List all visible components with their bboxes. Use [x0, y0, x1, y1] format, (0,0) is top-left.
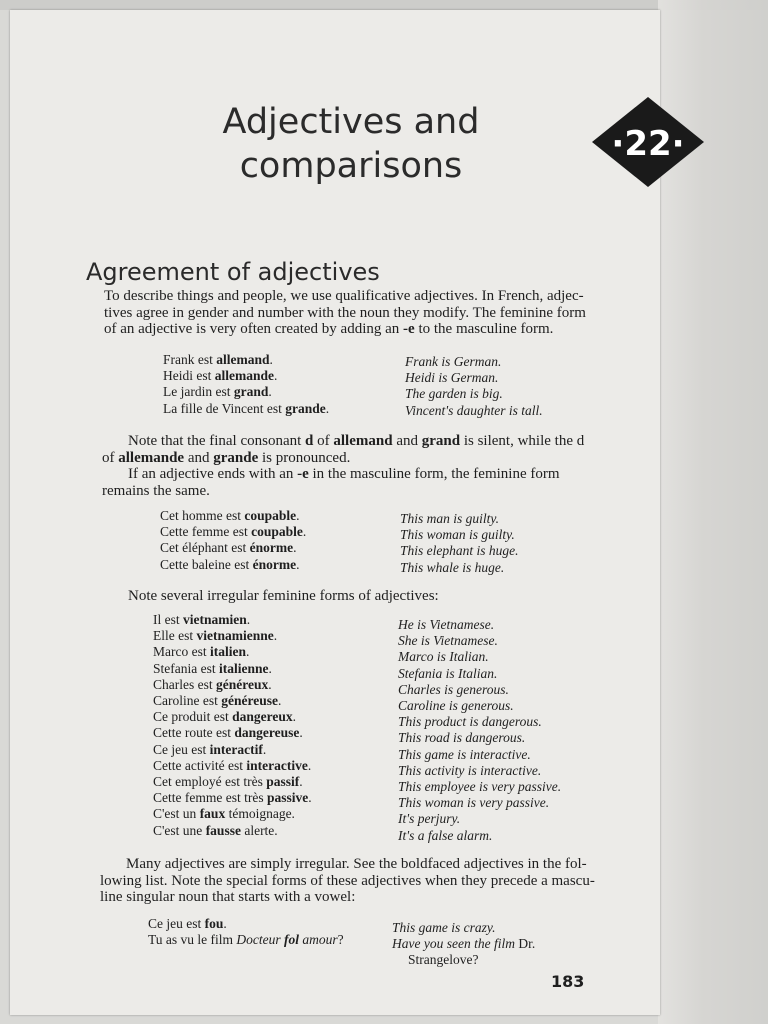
section-heading: Agreement of adjectives [86, 258, 380, 286]
example-french-line [153, 758, 312, 774]
chapter-title [206, 100, 496, 188]
text: témoignage. [225, 806, 295, 822]
example-english-line: Marco is Italian. [398, 649, 489, 665]
text: . [273, 628, 278, 644]
bold-adjective: généreuse [221, 693, 278, 709]
text: of [313, 433, 334, 449]
chapter-title-line-1: Adjectives and [222, 102, 480, 142]
examples-4-english [392, 920, 535, 969]
bold-adjective: dangereux [232, 709, 293, 725]
examples-1-english [405, 354, 543, 419]
text: . [269, 352, 273, 367]
text: ? [337, 932, 344, 948]
bold-term: -e [297, 466, 309, 482]
text: . [223, 916, 227, 931]
bold-term: grand [421, 433, 461, 449]
text: C'est une [153, 822, 206, 838]
text: . [299, 725, 303, 741]
example-english-line: She is Vietnamese. [398, 633, 498, 649]
text: Frank est [163, 352, 217, 367]
text: Cette activité est [153, 757, 247, 773]
italic-text: Docteur [236, 932, 285, 948]
example-french-line [153, 806, 312, 822]
italic-text: amour [299, 932, 338, 948]
text: . [277, 693, 282, 709]
text: Cette baleine est [160, 556, 253, 572]
example-french-line [163, 368, 329, 384]
bold-term: grande [213, 449, 259, 466]
example-english-line: This employee is very passive. [398, 779, 562, 795]
bold-adjective: interactif [209, 741, 263, 757]
text: is silent, while the d [460, 433, 585, 449]
text: lowing list. Note the special forms of these adjectives when they precede a mascu- [100, 872, 595, 889]
example-french-line [153, 677, 312, 693]
example-line: This game is crazy. [392, 920, 496, 935]
bold-adjective: allemand [216, 352, 270, 367]
text: and [184, 449, 214, 466]
text: . [302, 524, 307, 540]
example-english-line: This road is dangerous. [398, 730, 526, 746]
text: Caroline est [153, 693, 222, 709]
example-french-line [153, 644, 312, 660]
text: . [262, 741, 267, 757]
text: Marco est [153, 644, 210, 660]
text: alerte. [240, 822, 278, 838]
text: Elle est [153, 628, 197, 644]
paragraph-intro-line: of an adjective is very often created by adding an [104, 321, 404, 337]
text: Cet homme est [160, 508, 245, 523]
example-french-line [153, 709, 312, 725]
examples-2-french [160, 508, 306, 573]
example-line [392, 936, 535, 952]
text: Ce produit est [153, 709, 233, 725]
example-french-line [153, 725, 312, 741]
example-french-line [153, 790, 312, 806]
example-french-line [160, 557, 306, 573]
text: . [268, 660, 272, 676]
text: . [296, 508, 300, 523]
example-french-line [160, 540, 306, 556]
text: . [245, 644, 250, 660]
example-french-line [163, 384, 329, 400]
examples-3-french [153, 612, 312, 839]
examples-3-english [398, 617, 561, 844]
example-english-line: He is Vietnamese. [398, 617, 495, 632]
example-english-line: It's a false alarm. [398, 827, 493, 843]
text: and [392, 433, 422, 449]
text: . [307, 757, 312, 773]
example-english-line: Heidi is German. [405, 370, 499, 386]
text: Many adjectives are simply irregular. See the boldfaced adjectives in the fol- [126, 856, 587, 872]
examples-4-french [148, 916, 344, 948]
example-english-line: Stefania is Italian. [398, 665, 498, 681]
example-line: Strangelove? [408, 952, 479, 968]
example-english-line: This man is guilty. [400, 511, 500, 526]
text: Ce jeu est [148, 916, 205, 931]
example-english-line: Frank is German. [405, 354, 502, 369]
text: Heidi est [163, 368, 215, 384]
text: Il est [153, 612, 183, 627]
example-french-line [163, 401, 329, 417]
text: . [299, 774, 303, 790]
page-top-shadow [0, 0, 768, 10]
text: Cet employé est très [153, 774, 267, 790]
bold-adjective: grand [233, 384, 269, 400]
text: Cette femme est très [153, 790, 267, 806]
text: . [268, 676, 272, 692]
text: . [246, 612, 251, 627]
bold-adjective: coupable [251, 524, 303, 540]
suffix-e: -e [403, 321, 415, 337]
text: . [293, 540, 297, 556]
example-english-line: This woman is very passive. [398, 795, 550, 811]
example-french-line [160, 524, 306, 540]
text: . [296, 556, 300, 572]
paragraph-intro-line: to the masculine form. [414, 321, 554, 337]
examples-1-french [163, 352, 329, 417]
example-english-line: Vincent's daughter is tall. [405, 402, 543, 418]
bold-term: fou [204, 916, 224, 931]
bold-term: fol [284, 932, 300, 948]
example-english-line: It's perjury. [398, 811, 461, 827]
paragraph-intro-line: tives agree in gender and number with the noun they modify. The feminine form [104, 304, 586, 321]
text: is pronounced. [258, 449, 351, 466]
bold-adjective: italien [209, 644, 246, 660]
bold-adjective: coupable [244, 508, 297, 523]
bold-adjective: généreux [216, 676, 269, 692]
bold-term: allemande [118, 449, 185, 466]
example-english-line: This game is interactive. [398, 746, 531, 762]
example-line [148, 932, 344, 948]
example-english-line: This product is dangerous. [398, 714, 542, 730]
bold-adjective: fausse [205, 822, 241, 838]
bold-adjective: énorme [249, 540, 294, 556]
text: in the masculine form, the feminine form [308, 466, 560, 482]
bold-adjective: vietnamienne [196, 628, 274, 644]
example-english-line: This woman is guilty. [400, 527, 515, 543]
text: Note that the final consonant [128, 433, 306, 449]
example-french-line [153, 693, 312, 709]
chapter-title-line-2: comparisons [239, 146, 463, 186]
example-french-line [153, 774, 312, 790]
example-french-line [153, 612, 312, 628]
example-english-line: This whale is huge. [400, 559, 505, 575]
text: Le jardin est [163, 384, 234, 400]
example-english-line: Charles is generous. [398, 681, 509, 697]
text: Have you seen the film [392, 936, 515, 952]
example-french-line [153, 628, 312, 644]
example-english-line: Caroline is generous. [398, 698, 514, 714]
diamond-badge-icon [590, 95, 706, 189]
text: Cette femme est [160, 524, 252, 540]
text: . [292, 709, 297, 725]
bold-adjective: faux [199, 806, 226, 822]
text: Charles est [153, 676, 216, 692]
paragraph-irregular-feminine: Note several irregular feminine forms of adjectives: [128, 588, 439, 604]
bold-adjective: passive [266, 790, 309, 806]
text: Cet éléphant est [160, 540, 250, 556]
book-page [10, 10, 660, 1015]
text: Dr. [514, 936, 536, 952]
text: remains the same. [102, 482, 210, 499]
page-number: 183 [551, 972, 585, 991]
paragraph-irregular-adjectives [100, 856, 630, 906]
text: Stefania est [153, 660, 219, 676]
text: . [268, 384, 272, 400]
text: of [102, 449, 119, 466]
examples-2-english [400, 511, 519, 576]
bold-adjective: grande [285, 400, 326, 416]
bold-adjective: dangereuse [234, 725, 300, 741]
text: . [325, 400, 330, 416]
example-line [148, 916, 344, 932]
example-english-line: This elephant is huge. [400, 543, 519, 559]
text: Tu as vu le film [148, 932, 237, 948]
chapter-number-badge [590, 95, 706, 189]
paragraph-note-consonant [102, 433, 622, 499]
example-french-line [153, 661, 312, 677]
example-english-line: The garden is big. [405, 386, 503, 402]
example-french-line [160, 508, 306, 524]
text: . [274, 368, 278, 384]
bold-term: allemand [333, 433, 393, 449]
bold-adjective: allemande [214, 368, 274, 384]
text: . [308, 790, 312, 806]
paragraph-intro [104, 288, 604, 338]
example-french-line [153, 742, 312, 758]
chapter-number: ·22· [611, 124, 685, 164]
paragraph-intro-line: To describe things and people, we use qualificative adjectives. In French, adjec- [104, 288, 584, 304]
example-french-line [163, 352, 329, 368]
text: C'est un [153, 806, 200, 822]
bold-adjective: italienne [218, 660, 269, 676]
text: Ce jeu est [153, 741, 210, 757]
example-french-line [153, 823, 312, 839]
bold-adjective: passif [266, 774, 300, 790]
bold-term: d [305, 433, 314, 449]
bold-adjective: vietnamien [183, 612, 247, 627]
text: La fille de Vincent est [163, 400, 286, 416]
text: Cette route est [153, 725, 235, 741]
bold-adjective: énorme [252, 556, 297, 572]
bold-adjective: interactive [246, 757, 308, 773]
example-english-line: This activity is interactive. [398, 762, 542, 778]
text: If an adjective ends with an [128, 466, 298, 482]
text: line singular noun that starts with a vowel: [100, 889, 356, 905]
